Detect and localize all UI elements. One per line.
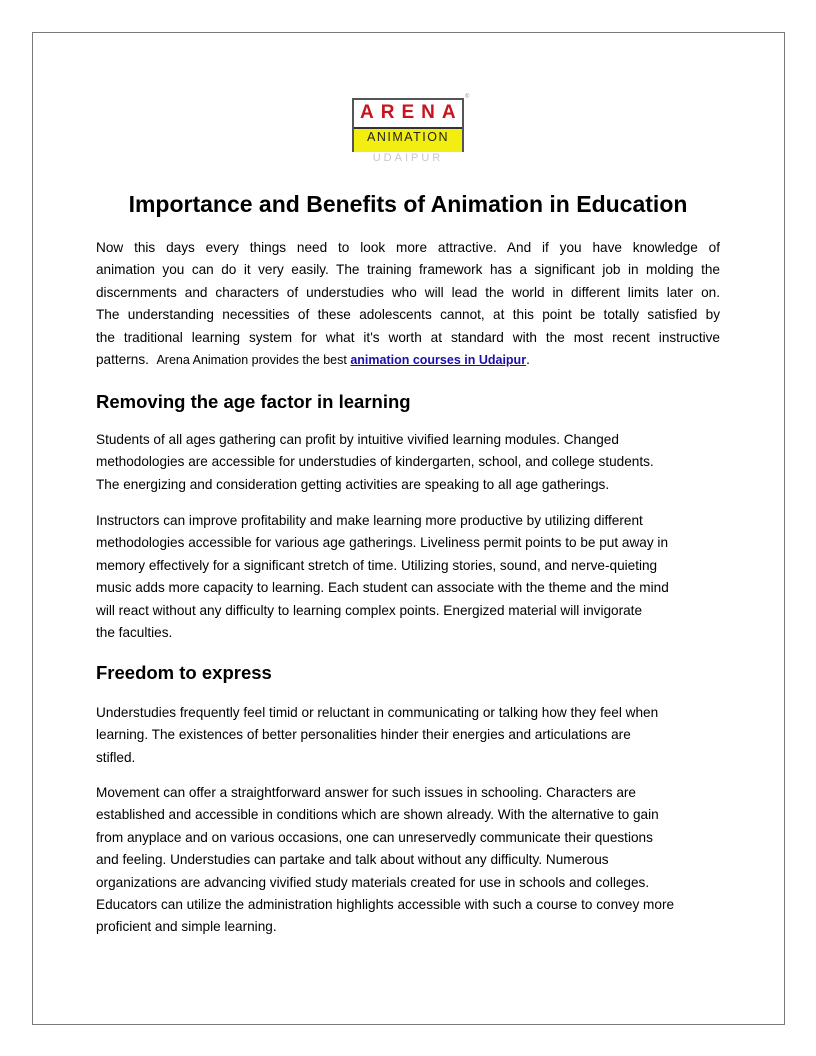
text-line: stifled. [96,749,136,765]
text-line: methodologies are accessible for understudies of kindergarten, school, and college students. [96,454,654,470]
section-heading: Freedom to express [96,662,272,683]
text-line: The energizing and consideration getting activities are speaking to all age gatherings. [96,476,610,492]
intro-paragraph [96,237,720,371]
text-line: The understanding necessities of these adolescents cannot, at this point be totally satisfied by [96,307,720,323]
text-line: proficient and simple learning. [96,919,277,935]
text: Arena Animation provides the best [156,352,351,367]
text-line: memory effectively for a significant stretch of time. Utilizing stories, sound, and nerve-quieting [96,557,658,573]
logo-box [352,98,464,152]
logo-city: UDAIPUR [372,152,444,164]
text-line: Instructors can improve profitability and make learning more productive by utilizing different [96,513,643,528]
text-line: will react without any difficulty to learning complex points. Energized material will invigorate [96,602,643,618]
text-line: from anyplace and on various occasions, one can unreservedly communicate their questions [96,829,653,845]
paragraph [96,702,720,769]
animation-courses-link[interactable]: animation courses in Udaipur [350,352,527,367]
text: patterns. [96,351,157,367]
logo-trademark: ® [465,94,470,100]
text-line: Students of all ages gathering can profit by intuitive vivified learning modules. Changed [96,432,619,447]
text-line: methodologies accessible for various age gatherings. Liveliness permit points to be put away in [96,535,669,551]
text-line: and feeling. Understudies can partake and talk about without any difficulty. Numerous [96,852,609,868]
logo-subtitle: ANIMATION [366,130,450,144]
text-line: established and accessible in conditions which are shown already. With the alternative to gain [96,807,659,823]
text-line: the faculties. [96,624,173,640]
text-line: Movement can offer a straightforward answer for such issues in schooling. Characters are [96,785,636,800]
text-line: Educators can utilize the administration highlights accessible with such a course to convey more [96,896,675,912]
text-line: learning. The existences of better personalities hinder their energies and articulations are [96,727,631,743]
arena-animation-logo [352,94,470,168]
text-line: organizations are advancing vivified study materials created for use in schools and colleges. [96,874,650,890]
text-line: Understudies frequently feel timid or reluctant in communicating or talking how they feel when [96,705,659,720]
text-line [96,349,720,371]
paragraph [96,510,720,644]
text: . [526,351,530,367]
text-line: the traditional learning system for what it's worth at standard with the most recent instructive [96,329,720,345]
logo-brand: ARENA [360,102,463,123]
section-heading: Removing the age factor in learning [96,391,411,412]
page-title: Importance and Benefits of Animation in Education [128,191,688,217]
paragraph [96,782,720,939]
text-line: animation you can do it very easily. The training framework has a significant job in molding the [96,262,720,278]
text-line: Now this days every things need to look more attractive. And if you have knowledge of [96,240,720,255]
text-line: discernments and characters of understudies who will lead the world in different limits later on. [96,284,720,300]
paragraph [96,429,720,496]
text-line: music adds more capacity to learning. Each student can associate with the theme and the mind [96,580,669,596]
